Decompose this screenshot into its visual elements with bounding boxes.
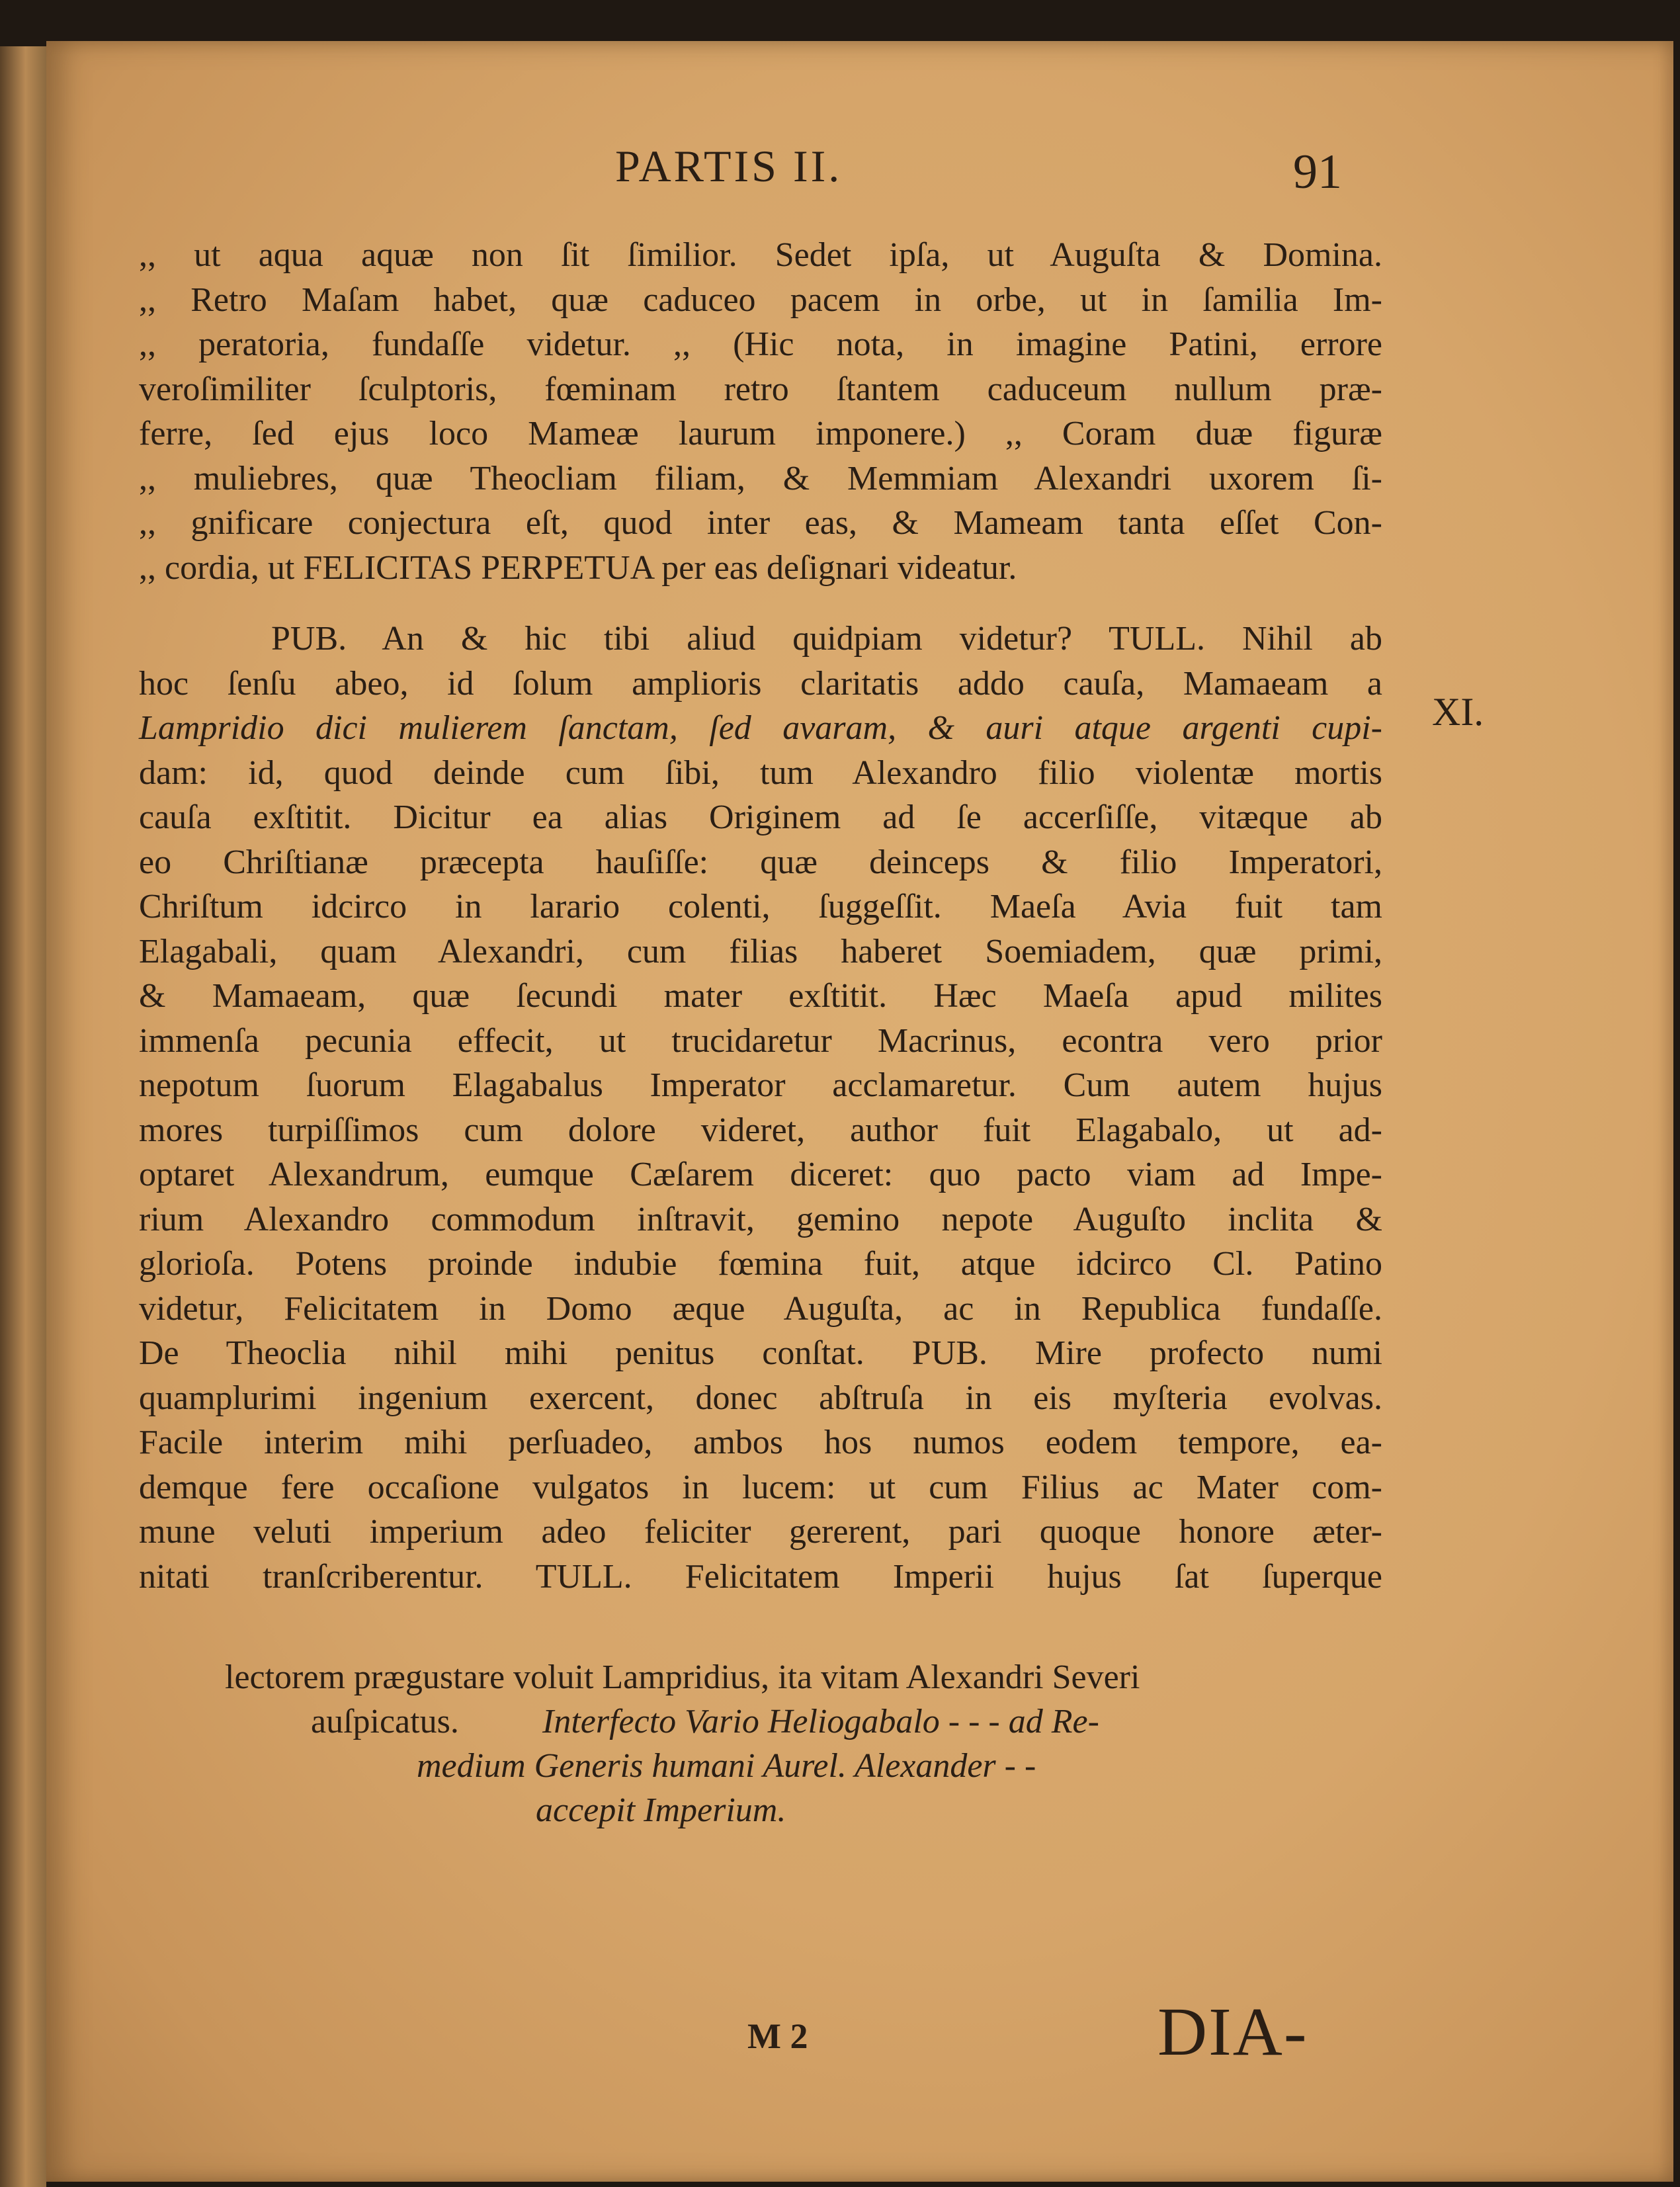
text-line: veroſimiliter ſculptoris, fœminam retro ſtantem caduceum nullum præ- xyxy=(139,370,1382,408)
text-line: immenſa pecunia effecit, ut trucidaretur Macrinus, econtra vero prior xyxy=(139,1021,1382,1060)
body-text xyxy=(139,233,1382,1599)
text-line: quamplurimi ingenium exercent, donec abſtruſa in eis myſteria evolvas. xyxy=(139,1379,1382,1417)
running-head xyxy=(46,140,1673,213)
previous-page-edge xyxy=(0,46,46,2187)
text-line: ,, muliebres, quæ Theocliam filiam, & Memmiam Alexandri uxorem ſi- xyxy=(139,459,1382,497)
text-line: demque fere occaſione vulgatos in lucem: ut cum Filius ac Mater com- xyxy=(139,1468,1382,1506)
running-title: PARTIS II. xyxy=(615,141,843,191)
quote-line: accepit Imperium. xyxy=(536,1791,786,1829)
text-line: hoc ſenſu abeo, id ſolum amplioris claritatis addo cauſa, Mamaeam a xyxy=(139,664,1382,703)
text-line: glorioſa. Potens proinde indubie fœmina fuit, atque idcirco Cl. Patino xyxy=(139,1245,1382,1283)
text-line: nitati tranſcriberentur. TULL. Felicitatem Imperii hujus ſat ſuperque xyxy=(139,1557,1382,1596)
text-line: dam: id, quod deinde cum ſibi, tum Alexandro filio violentæ mortis xyxy=(139,753,1382,792)
text-line: rium Alexandro commodum inſtravit, gemino nepote Auguſto inclita & xyxy=(139,1200,1382,1238)
catchword: DIA- xyxy=(1157,1994,1308,2070)
text-line: auſpicatus. xyxy=(311,1703,459,1740)
paragraph-2 xyxy=(139,617,1382,1599)
text-line: cauſa exſtitit. Dicitur ea alias Originem ad ſe accerſiſſe, vitæque ab xyxy=(139,798,1382,836)
text-line: ferre, ſed ejus loco Mameæ laurum imponere.) ,, Coram duæ figuræ xyxy=(139,415,1382,452)
text-line: & Mamaeam, quæ ſecundi mater exſtitit. Hæc Maeſa apud milites xyxy=(139,977,1382,1015)
text-line: ,, peratoria, fundaſſe videtur. ,, (Hic nota, in imagine Patini, errore xyxy=(139,325,1382,363)
signature-mark: M 2 xyxy=(747,2016,808,2056)
text-line: nepotum ſuorum Elagabalus Imperator acclamaretur. Cum autem hujus xyxy=(139,1066,1382,1104)
book-page xyxy=(46,41,1673,2182)
text-line: ,, ut aqua aquæ non ſit ſimilior. Sedet ipſa, ut Auguſta & Domina. xyxy=(139,236,1382,274)
text-line: Facile interim mihi perſuadeo, ambos hos numos eodem tempore, ea- xyxy=(139,1424,1382,1461)
text-line: ,, cordia, ut FELICITAS PERPETUA per eas deſignari videatur. xyxy=(139,548,1017,587)
text-line: ,, Retro Maſam habet, quæ caduceo pacem in orbe, ut in ſamilia Im- xyxy=(139,280,1382,319)
text-line: ,, gnificare conjectura eſt, quod inter eas, & Mameam tanta eſſet Con- xyxy=(139,504,1382,542)
quote-line: Interfecto Vario Heliogabalo - - - ad Re- xyxy=(542,1703,1099,1740)
paragraph-1 xyxy=(139,233,1382,590)
text-line: PUB. An & hic tibi aliud quidpiam videtur? TULL. Nihil ab xyxy=(271,620,1382,658)
quote-line: medium Generis humani Aurel. Alexander - - xyxy=(417,1747,1036,1785)
text-line: Elagabali, quam Alexandri, cum filias haberet Soemiadem, quæ primi, xyxy=(139,932,1382,970)
text-line: mores turpiſſimos cum dolore videret, author fuit Elagabalo, ut ad- xyxy=(139,1111,1382,1149)
quote-block xyxy=(139,1655,1382,1832)
text-line: mune veluti imperium adeo feliciter gererent, pari quoque honore æter- xyxy=(139,1513,1382,1551)
text-line: videtur, Felicitatem in Domo æque Auguſta, ac in Republica fundaſſe. xyxy=(139,1289,1382,1328)
text-line: De Theoclia nihil mihi penitus conſtat. PUB. Mire profecto numi xyxy=(139,1334,1382,1372)
text-line: optaret Alexandrum, eumque Cæſarem diceret: quo pacto viam ad Impe- xyxy=(139,1156,1382,1193)
text-line: eo Chriſtianæ præcepta hauſiſſe: quæ deinceps & filio Imperatori, xyxy=(139,843,1382,881)
text-line: lectorem prægustare voluit Lampridius, ita vitam Alexandri Severi xyxy=(225,1658,1140,1696)
margin-note: XI. xyxy=(1432,690,1484,734)
page-number: 91 xyxy=(1293,145,1342,199)
text-line: Chriſtum idcirco in larario colenti, ſuggeſſit. Maeſa Avia fuit tam xyxy=(139,888,1382,925)
text-line: Lampridio dici mulierem ſanctam, ſed avaram, & auri atque argenti cupi- xyxy=(139,709,1382,747)
